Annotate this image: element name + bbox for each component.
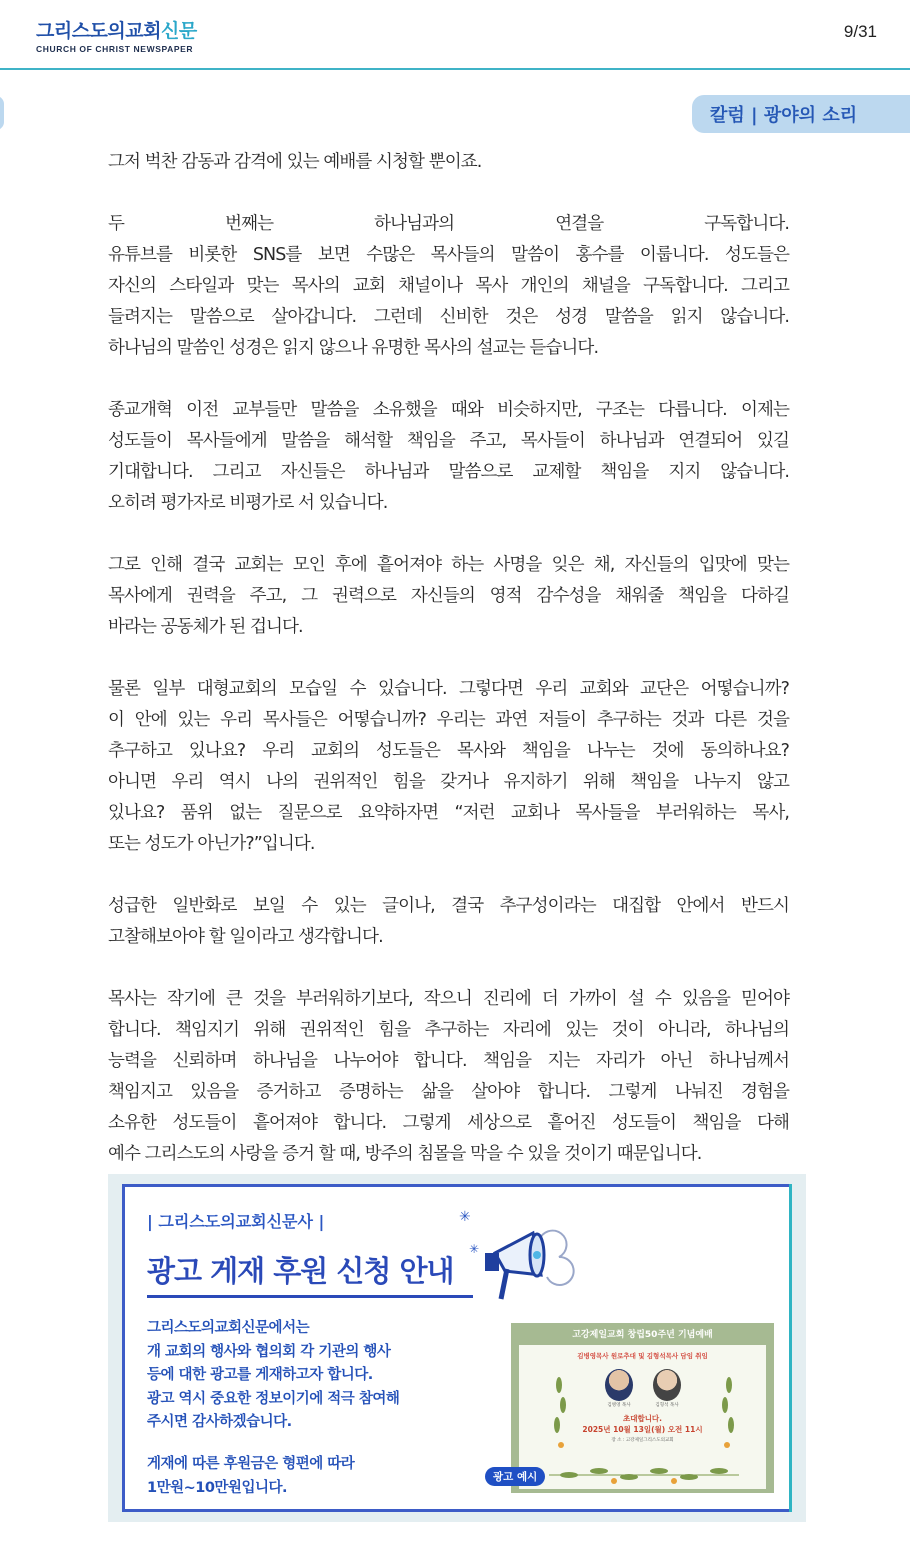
ad-banner[interactable]	[108, 1174, 806, 1522]
sample-person-2-label: 김형석 목사	[655, 1403, 679, 1408]
ad-body-line: 광고 역시 중요한 정보이기에 적극 참여해	[147, 1390, 400, 1407]
article-line: 물론 일부 대형교회의 모습일 수 있습니다. 그렇다면 우리 교회와 교단은 어떻습니까?	[108, 679, 789, 699]
article-line: 추구하고 있나요? 우리 교회의 성도들은 목사와 책임을 나누는 것에 동의하나요?	[108, 741, 789, 761]
megaphone-icon	[455, 1205, 575, 1319]
newspaper-logo[interactable]	[36, 20, 197, 54]
article-body	[108, 147, 789, 1201]
sample-date: 2025년 10월 13일(월) 오전 11시	[582, 1425, 703, 1434]
ad-title-underline	[147, 1295, 473, 1298]
article-paragraph	[108, 984, 789, 1170]
ad-title: 광고 게재 후원 신청 안내	[147, 1254, 454, 1288]
article-line: 바라는 공동체가 된 겁니다.	[108, 617, 303, 637]
column-category-tag: 칼럼 | 광야의 소리	[692, 95, 910, 133]
article-line: 고찰해보아야 할 일이라고 생각합니다.	[108, 927, 383, 947]
ad-sample-image	[511, 1323, 774, 1493]
sample-place: 장 소 : 고강제일그리스도의교회	[611, 1438, 674, 1443]
ad-body-line: 등에 대한 광고를 게재하고자 합니다.	[147, 1367, 373, 1383]
sample-heading: 고강제일교회 창립50주년 기념예배	[572, 1330, 713, 1340]
article-paragraph	[108, 674, 789, 860]
ad-fee-text	[147, 1453, 354, 1500]
ad-publisher: | 그리스도의교회신문사 |	[147, 1212, 325, 1231]
article-line: 종교개혁 이전 교부들만 말씀을 소유했을 때와 비슷하지만, 구조는 다릅니다. 이제는	[108, 400, 789, 420]
article-line: 그저 벅찬 감동과 감격에 있는 예배를 시청할 뿐이죠.	[108, 152, 482, 172]
article-paragraph	[108, 395, 789, 519]
article-line: 또는 성도가 아닌가?”입니다.	[108, 834, 315, 854]
article-line: 그로 인해 결국 교회는 모인 후에 흩어져야 하는 사명을 잊은 채, 자신들의 입맛에 맞는	[108, 555, 789, 575]
article-line: 이 안에 있는 우리 목사들은 어떻습니까? 우리는 과연 저들이 추구하는 것과 다른 것을	[108, 710, 789, 730]
article-line: 아니면 우리 역시 나의 권위적인 힘을 갖거나 유지하기 위해 책임을 나누지 않고	[108, 772, 789, 792]
ad-body-line: 개 교회의 행사와 협의회 각 기관의 행사	[147, 1343, 391, 1360]
svg-text:✳: ✳	[459, 1209, 471, 1225]
article-paragraph	[108, 147, 789, 178]
article-line: 예수 그리스도의 사랑을 증거 할 때, 방주의 침몰을 막을 수 있을 것이기 때문입니다.	[108, 1144, 702, 1164]
article-line: 성급한 일반화로 보일 수 있는 글이나, 결국 추구성이라는 대집합 안에서 반드시	[108, 896, 789, 916]
article-line: 목사는 작기에 큰 것을 부러워하기보다, 작으니 진리에 더 가까이 설 수 있음을 믿어야	[108, 989, 789, 1009]
ad-example-badge: 광고 예시	[485, 1467, 545, 1486]
ad-body-line: 주시면 감사하겠습니다.	[147, 1414, 292, 1430]
sample-leaf-decoration	[519, 1345, 766, 1489]
article-line: 하나님의 말씀인 성경은 읽지 않으나 유명한 목사의 설교는 듣습니다.	[108, 338, 599, 358]
ad-fee-line: 게재에 따른 후원금은 형편에 따라	[147, 1456, 355, 1472]
svg-text:✳: ✳	[469, 1242, 480, 1256]
article-line: 성도들이 목사들에게 말씀을 해석할 책임을 주고, 목사들이 하나님과 연결되어 있길	[108, 431, 789, 451]
article-line: 능력을 신뢰하며 하나님을 나누어야 합니다. 책임을 지는 자리가 아닌 하나님께서	[108, 1051, 789, 1071]
ad-fee-line: 1만원~10만원입니다.	[147, 1479, 287, 1496]
sample-subheading: 김병영목사 원로추대 및 김형석목사 담임 취임	[577, 1352, 708, 1360]
side-tab-marker	[0, 96, 4, 130]
article-line: 소유한 성도들이 흩어져야 합니다. 그렇게 세상으로 흩어진 성도들이 책임을 다해	[108, 1113, 789, 1133]
ad-body-text	[147, 1317, 399, 1435]
page-header	[0, 0, 910, 70]
sample-person-1-label: 김병영 목사	[607, 1403, 631, 1408]
ad-body-line: 그리스도의교회신문에서는	[147, 1320, 310, 1336]
article-line: 합니다. 책임지기 위해 권위적인 힘을 추구하는 자리에 있는 것이 아니라, 하나님의	[108, 1020, 789, 1040]
ad-frame	[122, 1184, 792, 1512]
sample-card	[519, 1345, 766, 1489]
article-line: 들려지는 말씀으로 살아갑니다. 그런데 신비한 것은 성경 말씀을 읽지 않습니다.	[108, 307, 789, 327]
article-line: 두 번째는 하나님과의 연결을 구독합니다.	[108, 214, 789, 234]
article-line: 책임지고 있음을 증거하고 증명하는 삶을 살아야 합니다. 그렇게 나눠진 경험을	[108, 1082, 789, 1102]
article-line: 기대합니다. 그리고 자신들은 하나님과 말씀으로 교제할 책임을 지지 않습니다.	[108, 462, 789, 482]
article-line: 목사에게 권력을 주고, 그 권력으로 자신들의 영적 감수성을 채워줄 책임을 다하길	[108, 586, 789, 606]
logo-korean-main: 그리스도의교회	[36, 20, 161, 42]
article-paragraph	[108, 209, 789, 364]
article-paragraph	[108, 550, 789, 643]
article-line: 유튜브를 비롯한 SNS를 보면 수많은 목사들의 말씀이 홍수를 이룹니다. 성도들은	[108, 245, 789, 265]
logo-korean-accent: 신문	[160, 20, 197, 42]
article-line: 자신의 스타일과 맞는 목사의 교회 채널이나 목사 개인의 채널을 구독합니다. 그리고	[108, 276, 789, 296]
page-number: 9/31	[843, 22, 877, 41]
logo-english: CHURCH OF CHRIST NEWSPAPER	[36, 44, 194, 54]
article-paragraph	[108, 891, 789, 953]
sample-invite: 초대합니다.	[622, 1414, 663, 1423]
article-line: 오히려 평가자로 비평가로 서 있습니다.	[108, 493, 388, 513]
article-line: 있나요? 품위 없는 질문으로 요약하자면 “저런 교회나 목사들을 부러워하는 목사,	[108, 803, 789, 823]
logo-korean	[36, 20, 197, 42]
